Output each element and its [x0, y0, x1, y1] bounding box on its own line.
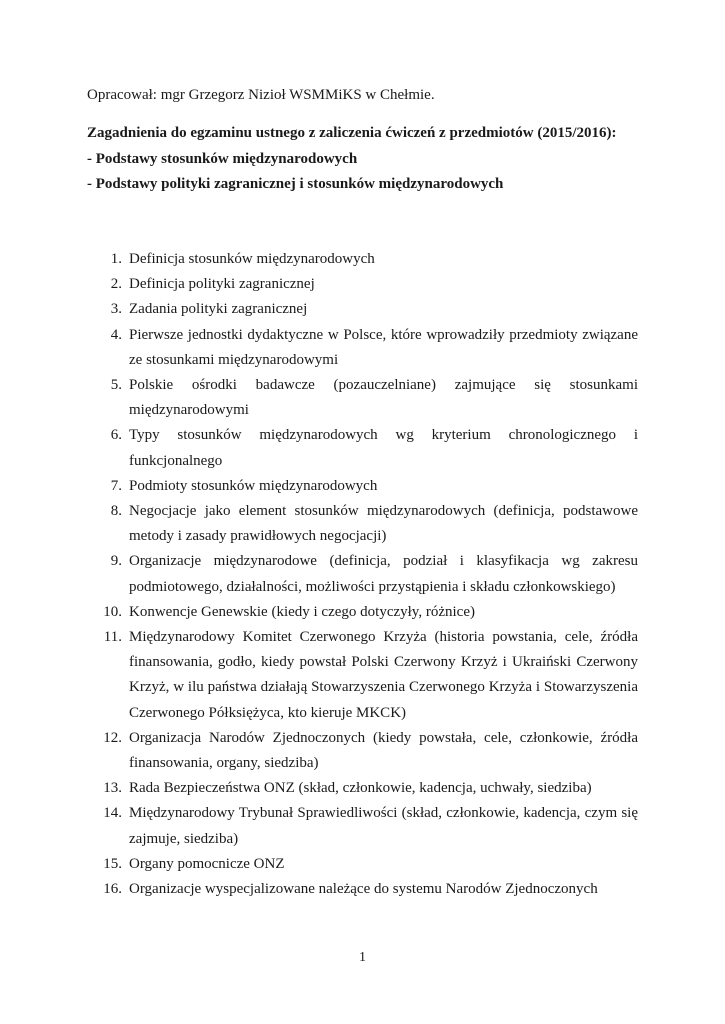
list-item: [0, 877, 725, 902]
item-text: Organizacja Narodów Zjednoczonych (kiedy powstała, cele, członkowie, źródła finansowania, organy, siedziba): [129, 729, 638, 772]
item-number: 8.: [110, 503, 122, 520]
item-number: 5.: [110, 377, 122, 394]
item-number: 1.: [110, 251, 122, 267]
item-text: Organizacje międzynarodowe (definicja, podział i klasyfikacja wg zakresu podmiotowego, działalności, możliwości przystąpienia i składu członkowskiego): [129, 553, 638, 595]
item-number: 4.: [110, 326, 122, 343]
item-text: Międzynarodowy Trybunał Sprawiedliwości (skład, członkowie, kadencja, czym się zajmuje, siedziba): [129, 805, 638, 847]
item-text: Rada Bezpieczeństwa ONZ (skład, członkowie, kadencja, uchwały, siedziba): [129, 780, 592, 797]
list-item: [0, 726, 725, 776]
item-number: 10.: [103, 603, 122, 620]
list-item: [0, 776, 725, 801]
list-item: [0, 373, 725, 423]
list-item: [0, 852, 725, 877]
item-number: 11.: [103, 629, 122, 646]
list-item: [0, 499, 725, 549]
list-item: [0, 423, 725, 473]
item-text: Organizacje wyspecjalizowane należące do systemu Narodów Zjednoczonych: [129, 881, 598, 898]
item-text: Podmioty stosunków międzynarodowych: [129, 477, 378, 494]
list-item: [0, 600, 725, 625]
item-number: 15.: [103, 855, 122, 872]
list-item: [0, 297, 725, 322]
item-text: Konwencje Genewskie (kiedy i czego dotyczyły, różnice): [129, 603, 475, 620]
item-text: Typy stosunków międzynarodowych wg kryterium chronologicznego i funkcjonalnego: [129, 427, 638, 469]
topics-list: [0, 247, 725, 902]
item-text: Organy pomocnicze ONZ: [129, 855, 285, 872]
item-number: 6.: [110, 427, 122, 444]
list-item: [0, 549, 725, 599]
list-item: [0, 247, 725, 272]
item-text: Negocjacje jako element stosunków międzynarodowych (definicja, podstawowe metody i zasady prawidłowych negocjacji): [129, 503, 638, 545]
item-number: 7.: [110, 477, 122, 494]
item-text: Polskie ośrodki badawcze (pozauczelniane) zajmujące się stosunkami międzynarodowymi: [129, 377, 638, 419]
list-item: [0, 323, 725, 373]
item-number: 2.: [110, 276, 122, 293]
list-item: [0, 474, 725, 499]
subject-heading-1: - Podstawy stosunków międzynarodowych: [87, 151, 358, 167]
item-number: 3.: [110, 301, 122, 318]
subject-heading-2: - Podstawy polityki zagranicznej i stosunków międzynarodowych: [87, 176, 504, 192]
item-number: 14.: [103, 805, 122, 822]
author-line: Opracował: mgr Grzegorz Nizioł WSMMiKS w Chełmie.: [87, 87, 435, 103]
item-text: Zadania polityki zagranicznej: [129, 301, 308, 318]
exam-heading: Zagadnienia do egzaminu ustnego z zaliczenia ćwiczeń z przedmiotów (2015/2016):: [87, 125, 617, 141]
list-item: [0, 801, 725, 851]
list-item: [0, 625, 725, 726]
item-text: Definicja polityki zagranicznej: [129, 276, 315, 293]
item-text: Międzynarodowy Komitet Czerwonego Krzyża (historia powstania, cele, źródła finansowania, godło, kiedy powstał Polski Czerwony Krzyż i Ukraiński Czerwony Krzyż, w ilu państwa działają Stowarzyszenia Czerwonego Krzyża i Stowarzyszenia Czerwonego Półksiężyca, kto kieruje MKCK): [129, 629, 638, 721]
item-text: Definicja stosunków międzynarodowych: [129, 251, 375, 267]
page-number: 1: [359, 950, 366, 965]
list-item: [0, 272, 725, 297]
item-number: 13.: [103, 780, 122, 797]
item-number: 12.: [103, 729, 122, 746]
item-number: 16.: [103, 881, 122, 898]
item-number: 9.: [110, 553, 122, 570]
item-text: Pierwsze jednostki dydaktyczne w Polsce, które wprowadziły przedmioty związane ze stosunkami międzynarodowymi: [129, 326, 638, 368]
